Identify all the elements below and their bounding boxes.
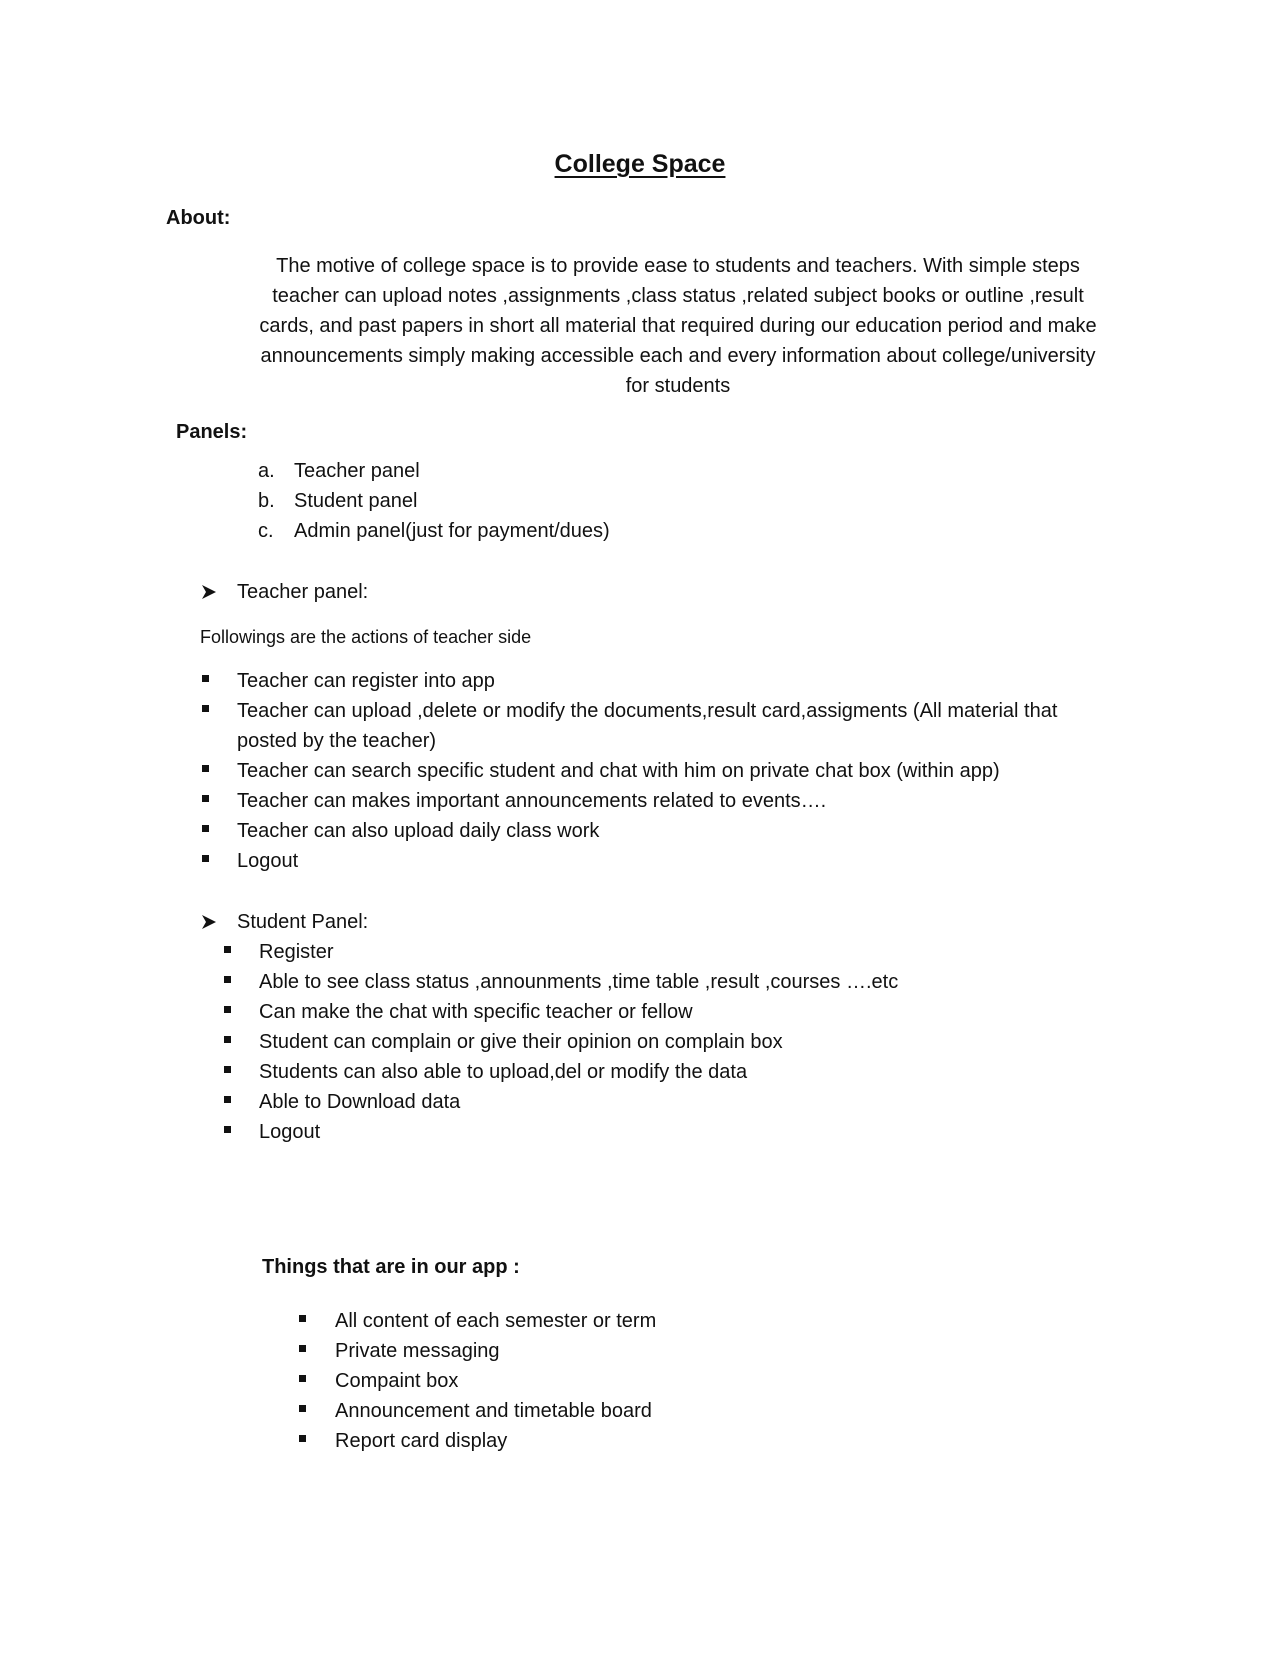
app-things-heading: Things that are in our app : (262, 1256, 520, 1278)
teacher-panel-intro: Followings are the actions of teacher side (200, 627, 532, 647)
square-bullet-icon (224, 1096, 231, 1103)
square-bullet-icon (202, 825, 209, 832)
student-action-item: Register (259, 941, 334, 963)
square-bullet-icon (202, 765, 209, 772)
about-line: for students (625, 375, 731, 397)
arrow-bullet-icon (201, 914, 217, 930)
square-bullet-icon (224, 1126, 231, 1133)
square-bullet-icon (202, 705, 209, 712)
app-feature-item: All content of each semester or term (335, 1310, 657, 1332)
square-bullet-icon (299, 1375, 306, 1382)
square-bullet-icon (224, 1066, 231, 1073)
student-action-item: Able to Download data (259, 1091, 461, 1113)
panel-list-marker: c. (258, 520, 274, 542)
app-feature-item: Compaint box (335, 1370, 459, 1392)
panel-list-item: Admin panel(just for payment/dues) (294, 520, 610, 542)
teacher-action-item: Teacher can register into app (237, 670, 495, 692)
square-bullet-icon (202, 855, 209, 862)
square-bullet-icon (299, 1315, 306, 1322)
square-bullet-icon (202, 795, 209, 802)
square-bullet-icon (224, 976, 231, 983)
panels-heading: Panels: (176, 421, 248, 443)
square-bullet-icon (299, 1345, 306, 1352)
student-action-item: Able to see class status ,announments ,time table ,result ,courses ….etc (259, 971, 899, 993)
square-bullet-icon (299, 1435, 306, 1442)
teacher-action-item: Teacher can upload ,delete or modify the documents,result card,assigments (All material that (237, 700, 1058, 722)
square-bullet-icon (224, 1036, 231, 1043)
app-feature-item: Report card display (335, 1430, 508, 1452)
student-action-item: Student can complain or give their opinion on complain box (259, 1031, 783, 1053)
app-feature-item: Private messaging (335, 1340, 500, 1362)
teacher-panel-heading: Teacher panel: (237, 581, 369, 603)
square-bullet-icon (224, 1006, 231, 1013)
student-action-item: Students can also able to upload,del or modify the data (259, 1061, 748, 1083)
student-action-item: Logout (259, 1121, 321, 1143)
square-bullet-icon (299, 1405, 306, 1412)
about-line: announcements simply making accessible each and every information about college/university (260, 345, 1096, 367)
about-paragraph (228, 251, 1128, 401)
student-panel-heading: Student Panel: (237, 911, 369, 933)
square-bullet-icon (224, 946, 231, 953)
arrow-bullet-icon (201, 584, 217, 600)
teacher-action-item: Teacher can makes important announcements related to events…. (237, 790, 827, 812)
teacher-action-item: Teacher can search specific student and chat with him on private chat box (within app) (237, 760, 1000, 782)
square-bullet-icon (202, 675, 209, 682)
student-action-item: Can make the chat with specific teacher or fellow (259, 1001, 693, 1023)
teacher-action-item: Logout (237, 850, 299, 872)
about-line: teacher can upload notes ,assignments ,class status ,related subject books or outline ,result (272, 285, 1084, 307)
panel-list-item: Teacher panel (294, 460, 420, 482)
panel-list-marker: b. (258, 490, 275, 512)
about-line: The motive of college space is to provide ease to students and teachers. With simple steps (276, 255, 1080, 277)
document-title: College Space (554, 150, 726, 178)
app-feature-item: Announcement and timetable board (335, 1400, 652, 1422)
teacher-action-item-continued: posted by the teacher) (237, 730, 437, 752)
about-heading: About: (166, 207, 231, 229)
about-line: cards, and past papers in short all material that required during our education period and make (259, 315, 1097, 337)
panel-list-item: Student panel (294, 490, 418, 512)
teacher-action-item: Teacher can also upload daily class work (237, 820, 600, 842)
panel-list-marker: a. (258, 460, 275, 482)
